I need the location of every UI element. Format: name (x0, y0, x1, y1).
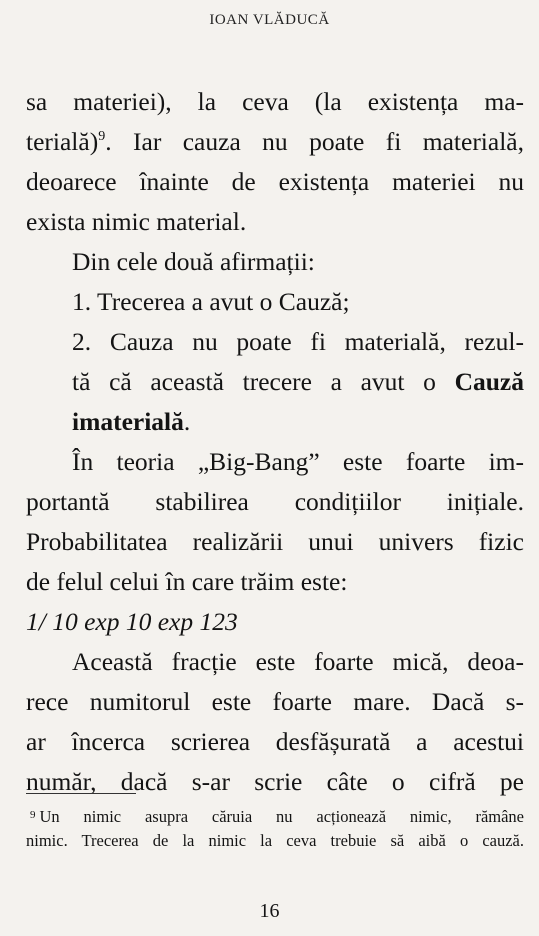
list-item-1 (26, 282, 524, 322)
page-number: 16 (259, 900, 280, 922)
probability-formula: 1/ 10 exp 10 exp 123 (26, 607, 238, 636)
footnote-reference: 9 (98, 129, 106, 144)
text-line: număr, dacă s-ar scrie câte o cifră pe (26, 767, 524, 796)
text-line: rece numitorul este foarte mare. Dacă s- (26, 687, 524, 716)
text-line: 1. Trecerea a avut o Cauză; (72, 287, 350, 316)
text-line: sa materiei), la ceva (la existența ma- (26, 87, 524, 116)
text-line (26, 122, 524, 162)
text-line: deoarece înainte de existența materiei nu (26, 167, 524, 196)
text-span: . (183, 407, 191, 436)
bold-term: Cauză (454, 367, 524, 396)
text-span: Un nimic asupra căruia nu acționează nimic, rămâne (39, 807, 524, 826)
footnote (26, 803, 524, 853)
text-line: 2. Cauza nu poate fi materială, rezul- (72, 327, 524, 356)
paragraph-2 (26, 442, 524, 602)
text-line: de felul celui în care trăim este: (26, 567, 348, 596)
list-item-2 (26, 322, 524, 442)
text-line: Această fracție este foarte mică, deoa- (72, 647, 524, 676)
running-head: IOAN VLĂDUCĂ (209, 12, 330, 28)
text-line: Din cele două afirmații: (72, 247, 315, 276)
text-line (26, 362, 524, 402)
intro-line (26, 242, 524, 282)
text-span: terială) (26, 127, 99, 156)
text-span: tă că această trecere a avut o (72, 367, 455, 396)
text-line: nimic. Trecerea de la nimic la ceva trebuie să aibă o cauză. (26, 831, 524, 850)
text-line: ar încerca scrierea desfășurată a acestui (26, 727, 524, 756)
text-line: exista nimic material. (26, 207, 247, 236)
paragraph-3 (26, 642, 524, 802)
main-text (26, 82, 524, 802)
text-line (26, 803, 524, 829)
bold-term: imaterială (72, 407, 184, 436)
footnote-divider (26, 793, 136, 794)
text-line: portantă stabilirea condițiilor inițiale. (26, 487, 524, 516)
text-line: În teoria „Big-Bang” este foarte im- (72, 447, 524, 476)
paragraph-1 (26, 82, 524, 242)
footnote-mark: 9 (30, 809, 36, 821)
text-line (26, 402, 524, 442)
text-span: . Iar cauza nu poate fi materială, (105, 127, 524, 156)
text-line: Probabilitatea realizării unui univers fizic (26, 527, 524, 556)
